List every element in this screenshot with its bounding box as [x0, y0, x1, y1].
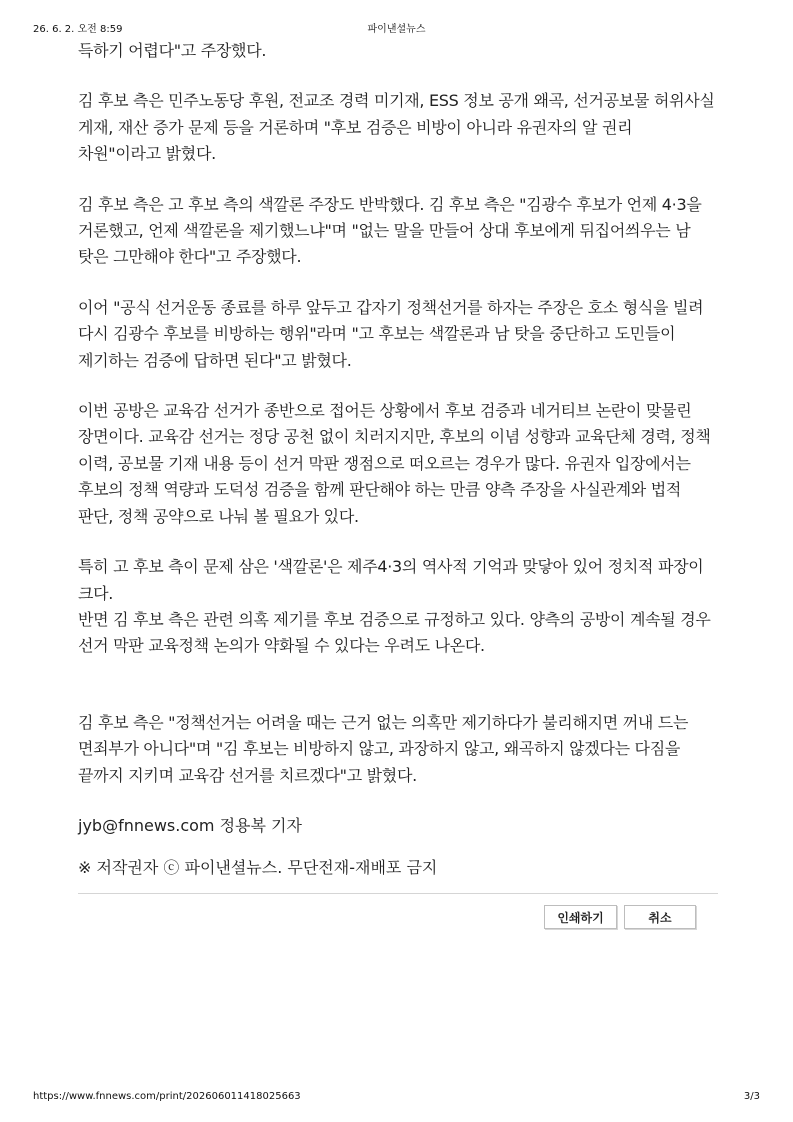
- divider: [78, 893, 718, 894]
- article-paragraph: 이어 "공식 선거운동 종료를 하루 앞두고 갑자기 정책선거를 하자는 주장은 호소 형식을 빌려 다시 김광수 후보를 비방하는 행위"라며 "고 후보는 색깔론과 남 탓을 중단하고 도민들이 제기하는 검증에 답하면 된다"고 밝혔다.: [78, 297, 704, 370]
- article-paragraph: 김 후보 측은 "정책선거는 어려울 때는 근거 없는 의혹만 제기하다가 불리해지면 꺼내 드는 면죄부가 아니다"며 "김 후보는 비방하지 않고, 과장하지 않고, 왜곡하지 않겠다는 다짐을 끝까지 지키며 교육감 선거를 치르겠다"고 밝혔다.: [78, 712, 689, 785]
- cancel-button[interactable]: 취소: [624, 905, 696, 929]
- copyright-notice: ※ 저작권자 ⓒ 파이낸셜뉴스. 무단전재-재배포 금지: [78, 857, 438, 877]
- article-paragraph: 이번 공방은 교육감 선거가 종반으로 접어든 상황에서 후보 검증과 네거티브 논란이 맞물린 장면이다. 교육감 선거는 정당 공천 없이 치러지지만, 후보의 이념 성향과 교육단체 경력, 정책 이력, 공보물 기재 내용 등이 선거 막판 쟁점으로 떠오르는 경우가 많다. 유권자 입장에서는 후보의 정책 역량과 도덕성 검증을 함께 판단해야 하는 만큼 양측 주장을 사실관계와 법적 판단, 정책 공약으로 나눠 볼 필요가 있다.: [78, 401, 711, 526]
- print-datetime: 26. 6. 2. 오전 8:59: [33, 24, 123, 35]
- page-number: 3/3: [743, 1091, 760, 1102]
- print-url: https://www.fnnews.com/print/202606011418025663: [33, 1091, 301, 1102]
- article-paragraph: 득하기 어렵다"고 주장했다.: [78, 41, 267, 60]
- print-site-title: 파이낸셜뉴스: [367, 24, 426, 35]
- print-header: [0, 20, 793, 36]
- print-button[interactable]: 인쇄하기: [544, 905, 617, 929]
- article-paragraph: 반면 김 후보 측은 관련 의혹 제기를 후보 검증으로 규정하고 있다. 양측의 공방이 계속될 경우 선거 막판 교육정책 논의가 약화될 수 있다는 우려도 나온다.: [78, 609, 711, 656]
- article-paragraph: 김 후보 측은 고 후보 측의 색깔론 주장도 반박했다. 김 후보 측은 "김광수 후보가 언제 4·3을 거론했고, 언제 색깔론을 제기했느냐"며 "없는 말을 만들어 상대 후보에게 뒤집어씌우는 남 탓은 그만해야 한다"고 주장했다.: [78, 194, 702, 267]
- article-paragraph: 김 후보 측은 민주노동당 후원, 전교조 경력 미기재, ESS 정보 공개 왜곡, 선거공보물 허위사실 게재, 재산 증가 문제 등을 거론하며 "후보 검증은 비방이 아니라 유권자의 알 권리 차원"이라고 밝혔다.: [78, 91, 715, 164]
- print-footer: [0, 1091, 793, 1105]
- byline: jyb@fnnews.com 정용복 기자: [78, 815, 302, 835]
- article-body: [78, 38, 718, 894]
- article-paragraph: 특히 고 후보 측이 문제 삼은 '색깔론'은 제주4·3의 역사적 기억과 맞닿아 있어 정치적 파장이 크다.: [78, 557, 704, 603]
